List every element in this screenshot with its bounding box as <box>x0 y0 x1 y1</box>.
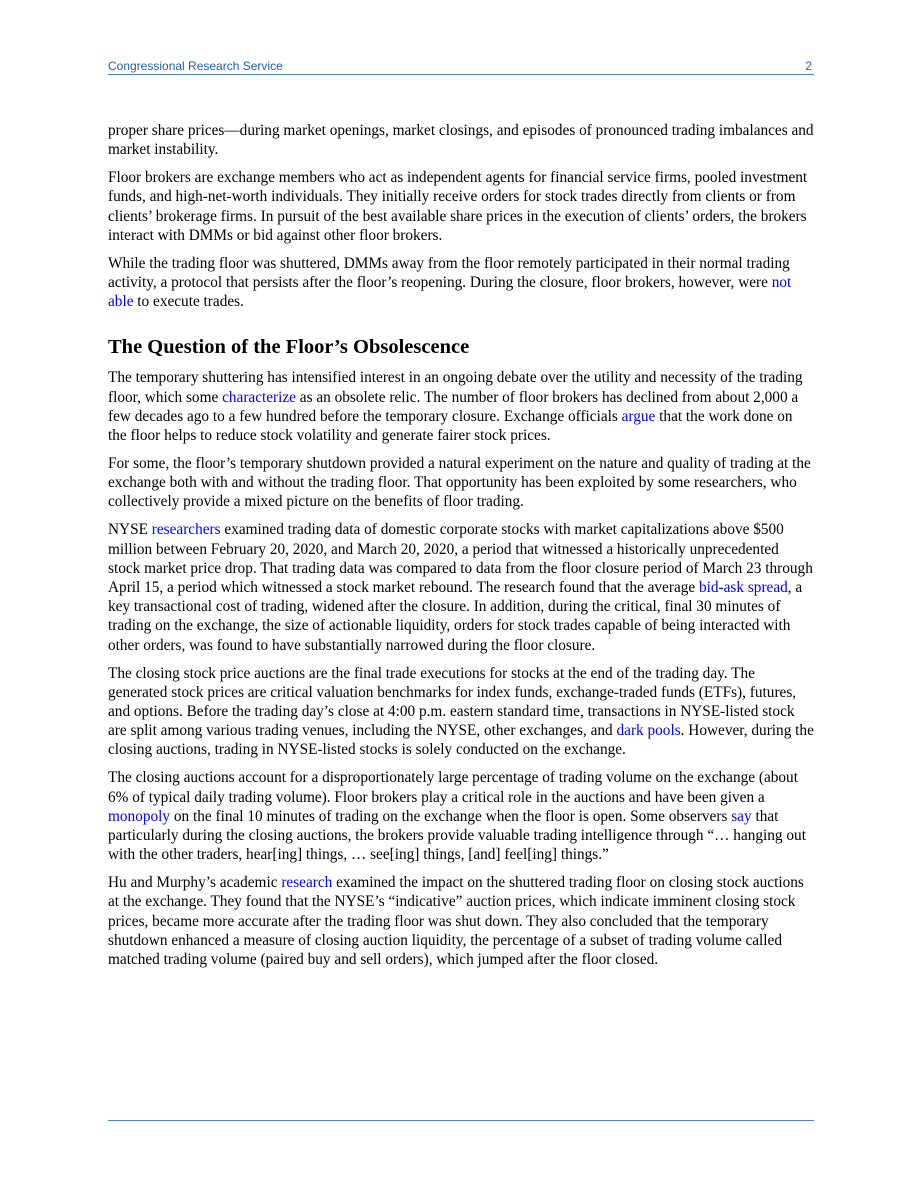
text-run: examined the impact on the shuttered trading floor on closing stock auctions at the exchange. They found that the NYSE’s “indicative” auction prices, which indicate imminent closing stock prices, became more accurate after the trading floor was shut down. They also concluded that the temporary shutdown enhanced a measure of closing auction liquidity, the percentage of a subset of trading volume called matched trading volume (paired buy and sell orders), which jumped after the floor closed. <box>108 874 804 969</box>
text-run: Hu and Murphy’s academic <box>108 874 282 892</box>
footer-divider <box>108 1120 814 1121</box>
header-organization: Congressional Research Service <box>108 59 283 73</box>
text-run: While the trading floor was shuttered, DMMs away from the floor remotely participated in their normal trading activity, a protocol that persists after the floor’s reopening. During the closure, floor brokers, however, were <box>108 254 790 292</box>
paragraph <box>108 768 814 864</box>
text-run: examined trading data of domestic corporate stocks with market capitalizations above $500 million between February 20, 2020, and March 20, 2020, a period that witnessed a historically unprecedented stock market price drop. That trading data was compared to data from the floor closure period of March 23 through April 15, a period which witnessed a stock market rebound. The research found that the average <box>108 521 813 597</box>
not-able-link[interactable]: not able <box>108 274 792 311</box>
paragraph: Floor brokers are exchange members who act as independent agents for financial service firms, pooled investment funds, and high-net-worth individuals. They initially receive orders for stock trades directly from clients or from clients’ brokerage firms. In pursuit of the best available share prices in the execution of clients’ orders, the brokers interact with DMMs or bid against other floor brokers. <box>108 169 808 244</box>
text-run: The closing auctions account for a disproportionately large percentage of trading volume on the exchange (about 6% of typical daily trading volume). Floor brokers play a critical role in the auctions and have been given a <box>108 769 798 806</box>
monopoly-link[interactable]: monopoly <box>108 807 171 825</box>
text-run: that particularly during the closing auctions, the brokers provide valuable trading intelligence through “… hanging out with the other traders, hear[ing] things, … see[ing] things, [and] feel[ing] things.” <box>108 807 806 864</box>
paragraph <box>108 873 814 969</box>
paragraph <box>108 368 814 445</box>
report-body <box>108 121 814 978</box>
text-run: The temporary shuttering has intensified interest in an ongoing debate over the utility and necessity of the trading floor, which some <box>108 369 803 406</box>
dark-pools-link[interactable]: dark pools <box>616 722 681 740</box>
text-run: , a key transactional cost of trading, widened after the closure. In addition, during the critical, final 30 minutes of trading on the exchange, the size of actionable liquidity, orders for stock trades capable of being interacted with other orders, was found to have substantially narrowed during the floor closure. <box>108 579 803 654</box>
paragraph <box>108 254 814 312</box>
bid-ask-spread-link[interactable]: bid-ask spread <box>699 579 788 597</box>
text-run: that the work done on the floor helps to reduce stock volatility and generate fairer stock prices. <box>108 407 793 445</box>
paragraph <box>108 520 814 654</box>
research-link[interactable]: research <box>281 874 333 892</box>
say-link[interactable]: say <box>731 807 752 825</box>
researchers-link[interactable]: researchers <box>151 521 221 539</box>
text-run: The closing stock price auctions are the final trade executions for stocks at the end of the trading day. The generated stock prices are critical valuation benchmarks for index funds, exchange-traded funds (ETFs), futures, and options. Before the trading day’s close at 4:00 p.m. eastern standard time, transactions in NYSE-listed stock are split among various trading venues, including the NYSE, other exchanges, and <box>108 664 797 740</box>
page-number: 2 <box>805 59 812 73</box>
text-run: to execute trades. <box>133 293 244 311</box>
paragraph: For some, the floor’s temporary shutdown provided a natural experiment on the nature and quality of trading at the exchange both with and without the trading floor. That opportunity has been exploited by some researchers, who collectively provide a mixed picture on the benefits of floor trading. <box>108 455 811 511</box>
text-run: as an obsolete relic. The number of floor brokers has declined from about 2,000 a few decades ago to a few hundred before the temporary closure. Exchange officials <box>108 388 799 425</box>
section-heading: The Question of the Floor’s Obsolescence <box>108 336 470 359</box>
argue-link[interactable]: argue <box>621 407 656 425</box>
text-run: on the final 10 minutes of trading on the exchange when the floor is open. Some observers <box>170 807 732 825</box>
text-run: NYSE <box>108 521 152 539</box>
running-header <box>108 56 814 75</box>
paragraph: proper share prices—during market openings, market closings, and episodes of pronounced trading imbalances and market instability. <box>108 122 814 159</box>
paragraph <box>108 664 814 760</box>
text-run: . However, during the closing auctions, trading in NYSE-listed stocks is solely conducted on the exchange. <box>108 722 814 759</box>
characterize-link[interactable]: characterize <box>222 388 296 406</box>
